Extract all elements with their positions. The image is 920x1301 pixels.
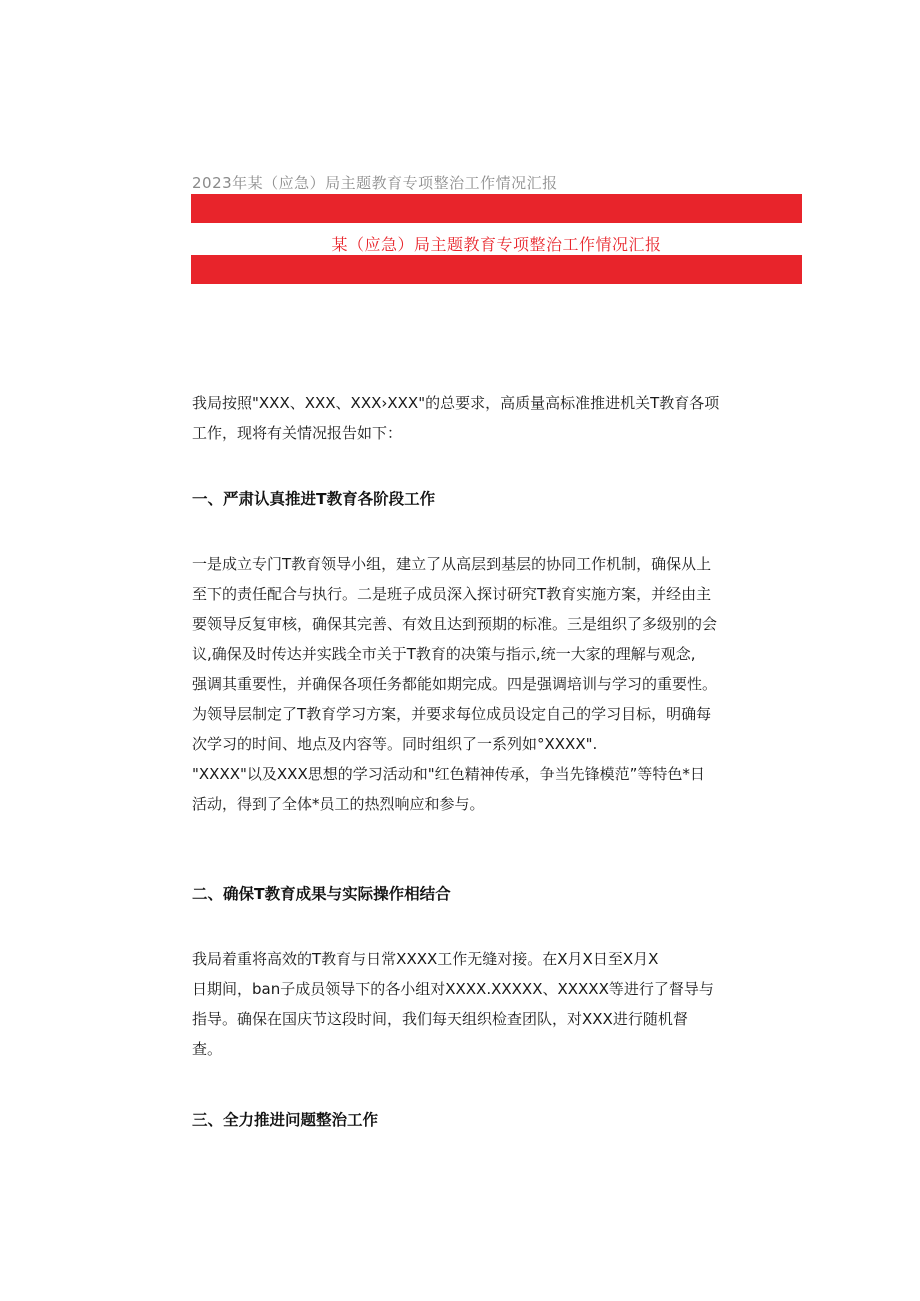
paragraph-line: 议,确保及时传达并实践全市关于T教育的决策与指示,统一大家的理解与观念,	[192, 645, 696, 663]
paragraph-line: 日期间，ban子成员领导下的各小组对XXXX.XXXXX、XXXXX等进行了督导与	[192, 980, 714, 998]
paragraph-line: 查。	[192, 1040, 223, 1058]
section-heading-3: 三、全力推进问题整治工作	[192, 1111, 379, 1129]
red-banner-bar-top	[191, 194, 802, 223]
paragraph-line: "XXXX"以及XXX思想的学习活动和"红色精神传承，争当先锋模范”等特色*日	[192, 765, 705, 783]
paragraph-line: 要领导反复审核，确保其完善、有效且达到预期的标准。三是组织了多级别的会	[192, 615, 718, 633]
paragraph-line: 一是成立专门T教育领导小组，建立了从高层到基层的协同工作机制，确保从上	[192, 555, 712, 573]
paragraph-line: 我局按照"XXX、XXX、XXX›XXX"的总要求，高质量高标准推进机关T教育各项	[192, 394, 720, 412]
paragraph-line: 工作，现将有关情况报告如下：	[192, 424, 403, 442]
section-heading-1: 一、严肃认真推进T教育各阶段工作	[192, 490, 436, 508]
section-2-paragraph	[192, 944, 732, 1064]
paragraph-line: 为领导层制定了T教育学习方案，并要求每位成员设定自己的学习目标，明确每	[192, 705, 712, 723]
paragraph-line: 指导。确保在国庆节这段时间，我们每天组织检查团队，对XXX进行随机督	[192, 1010, 688, 1028]
section-heading-2: 二、确保T教育成果与实际操作相结合	[192, 885, 451, 903]
document-title: 2023年某（应急）局主题教育专项整治工作情况汇报	[192, 174, 558, 192]
banner-title: 某（应急）局主题教育专项整治工作情况汇报	[331, 235, 662, 254]
paragraph-line: 我局着重将高效的T教育与日常XXXX工作无缝对接。在X月X日至X月X	[192, 950, 659, 968]
paragraph-line: 强调其重要性，并确保各项任务都能如期完成。四是强调培训与学习的重要性。	[192, 675, 718, 693]
paragraph-line: 活动，得到了全体*员工的热烈响应和参与。	[192, 795, 485, 813]
intro-paragraph	[192, 388, 732, 448]
section-1-paragraph	[192, 549, 732, 819]
paragraph-line: 次学习的时间、地点及内容等。同时组织了一系列如°XXXX".	[192, 735, 598, 753]
red-banner-bar-bottom	[191, 255, 802, 284]
paragraph-line: 至下的责任配合与执行。二是班子成员深入探讨研究T教育实施方案，并经由主	[192, 585, 712, 603]
